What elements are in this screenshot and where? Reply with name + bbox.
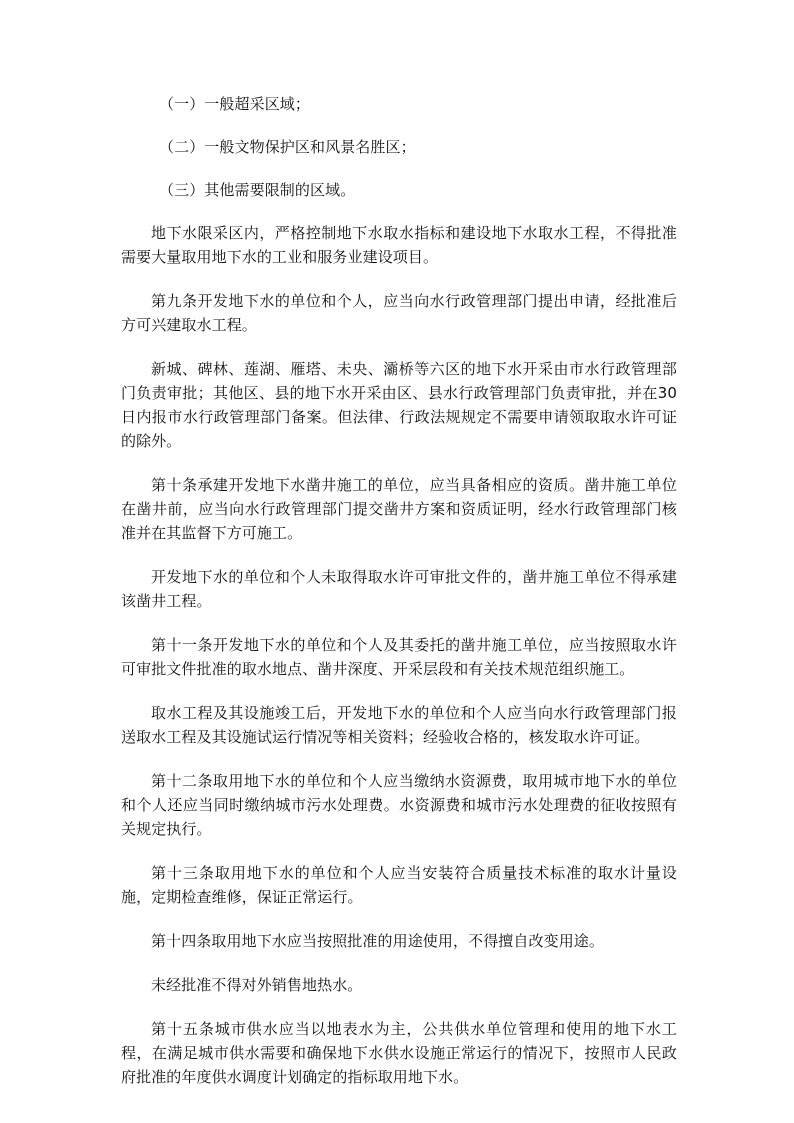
- document-body: [121, 92, 677, 1109]
- paragraph-approval-authority: 新城、碑林、莲湖、雁塔、未央、灞桥等六区的地下水开采由市水行政管理部门负责审批；其他区、县的地下水开采由区、县水行政管理部门负责审批，并在30日内报市水行政管理部门备案。但法律、行政法规规定不需要申请领取取水许可证的除外。: [121, 360, 677, 450]
- paragraph-article-10: 第十条承建开发地下水凿井施工的单位，应当具备相应的资质。凿井施工单位在凿井前，应当向水行政管理部门提交凿井方案和资质证明，经水行政管理部门核准并在其监督下方可施工。: [121, 476, 677, 542]
- paragraph-article-12: 第十二条取用地下水的单位和个人应当缴纳水资源费，取用城市地下水的单位和个人还应当同时缴纳城市污水处理费。水资源费和城市污水处理费的征收按照有关规定执行。: [121, 772, 677, 838]
- paragraph-item-3: （三）其他需要限制的区域。: [159, 181, 356, 199]
- paragraph-article-15: 第十五条城市供水应当以地表水为主，公共供水单位管理和使用的地下水工程，在满足城市供水需要和确保地下水供水设施正常运行的情况下，按照市人民政府批准的年度供水调度计划确定的指标取用地下水。: [121, 1020, 677, 1086]
- paragraph-completion: 取水工程及其设施竣工后，开发地下水的单位和个人应当向水行政管理部门报送取水工程及其设施试运行情况等相关资料；经验收合格的，核发取水许可证。: [121, 704, 677, 746]
- paragraph-article-14: 第十四条取用地下水应当按照批准的用途使用，不得擅自改变用途。: [151, 932, 605, 950]
- paragraph-article-11: 第十一条开发地下水的单位和个人及其委托的凿井施工单位，应当按照取水许可审批文件批准的取水地点、凿井深度、开采层段和有关技术规范组织施工。: [121, 636, 677, 678]
- paragraph-no-permit: 开发地下水的单位和个人未取得取水许可审批文件的，凿井施工单位不得承建该凿井工程。: [121, 568, 677, 610]
- paragraph-geothermal: 未经批准不得对外销售地热水。: [151, 976, 363, 994]
- paragraph-article-9: 第九条开发地下水的单位和个人，应当向水行政管理部门提出申请，经批准后方可兴建取水工程。: [121, 292, 677, 334]
- paragraph-item-2: （二）一般文物保护区和风景名胜区；: [159, 138, 416, 156]
- paragraph-article-13: 第十三条取用地下水的单位和个人应当安装符合质量技术标准的取水计量设施，定期检查维修，保证正常运行。: [121, 864, 677, 906]
- paragraph-restricted-zone: 地下水限采区内，严格控制地下水取水指标和建设地下水取水工程，不得批准需要大量取用地下水的工业和服务业建设项目。: [121, 224, 677, 266]
- paragraph-item-1: （一）一般超采区域；: [159, 95, 311, 113]
